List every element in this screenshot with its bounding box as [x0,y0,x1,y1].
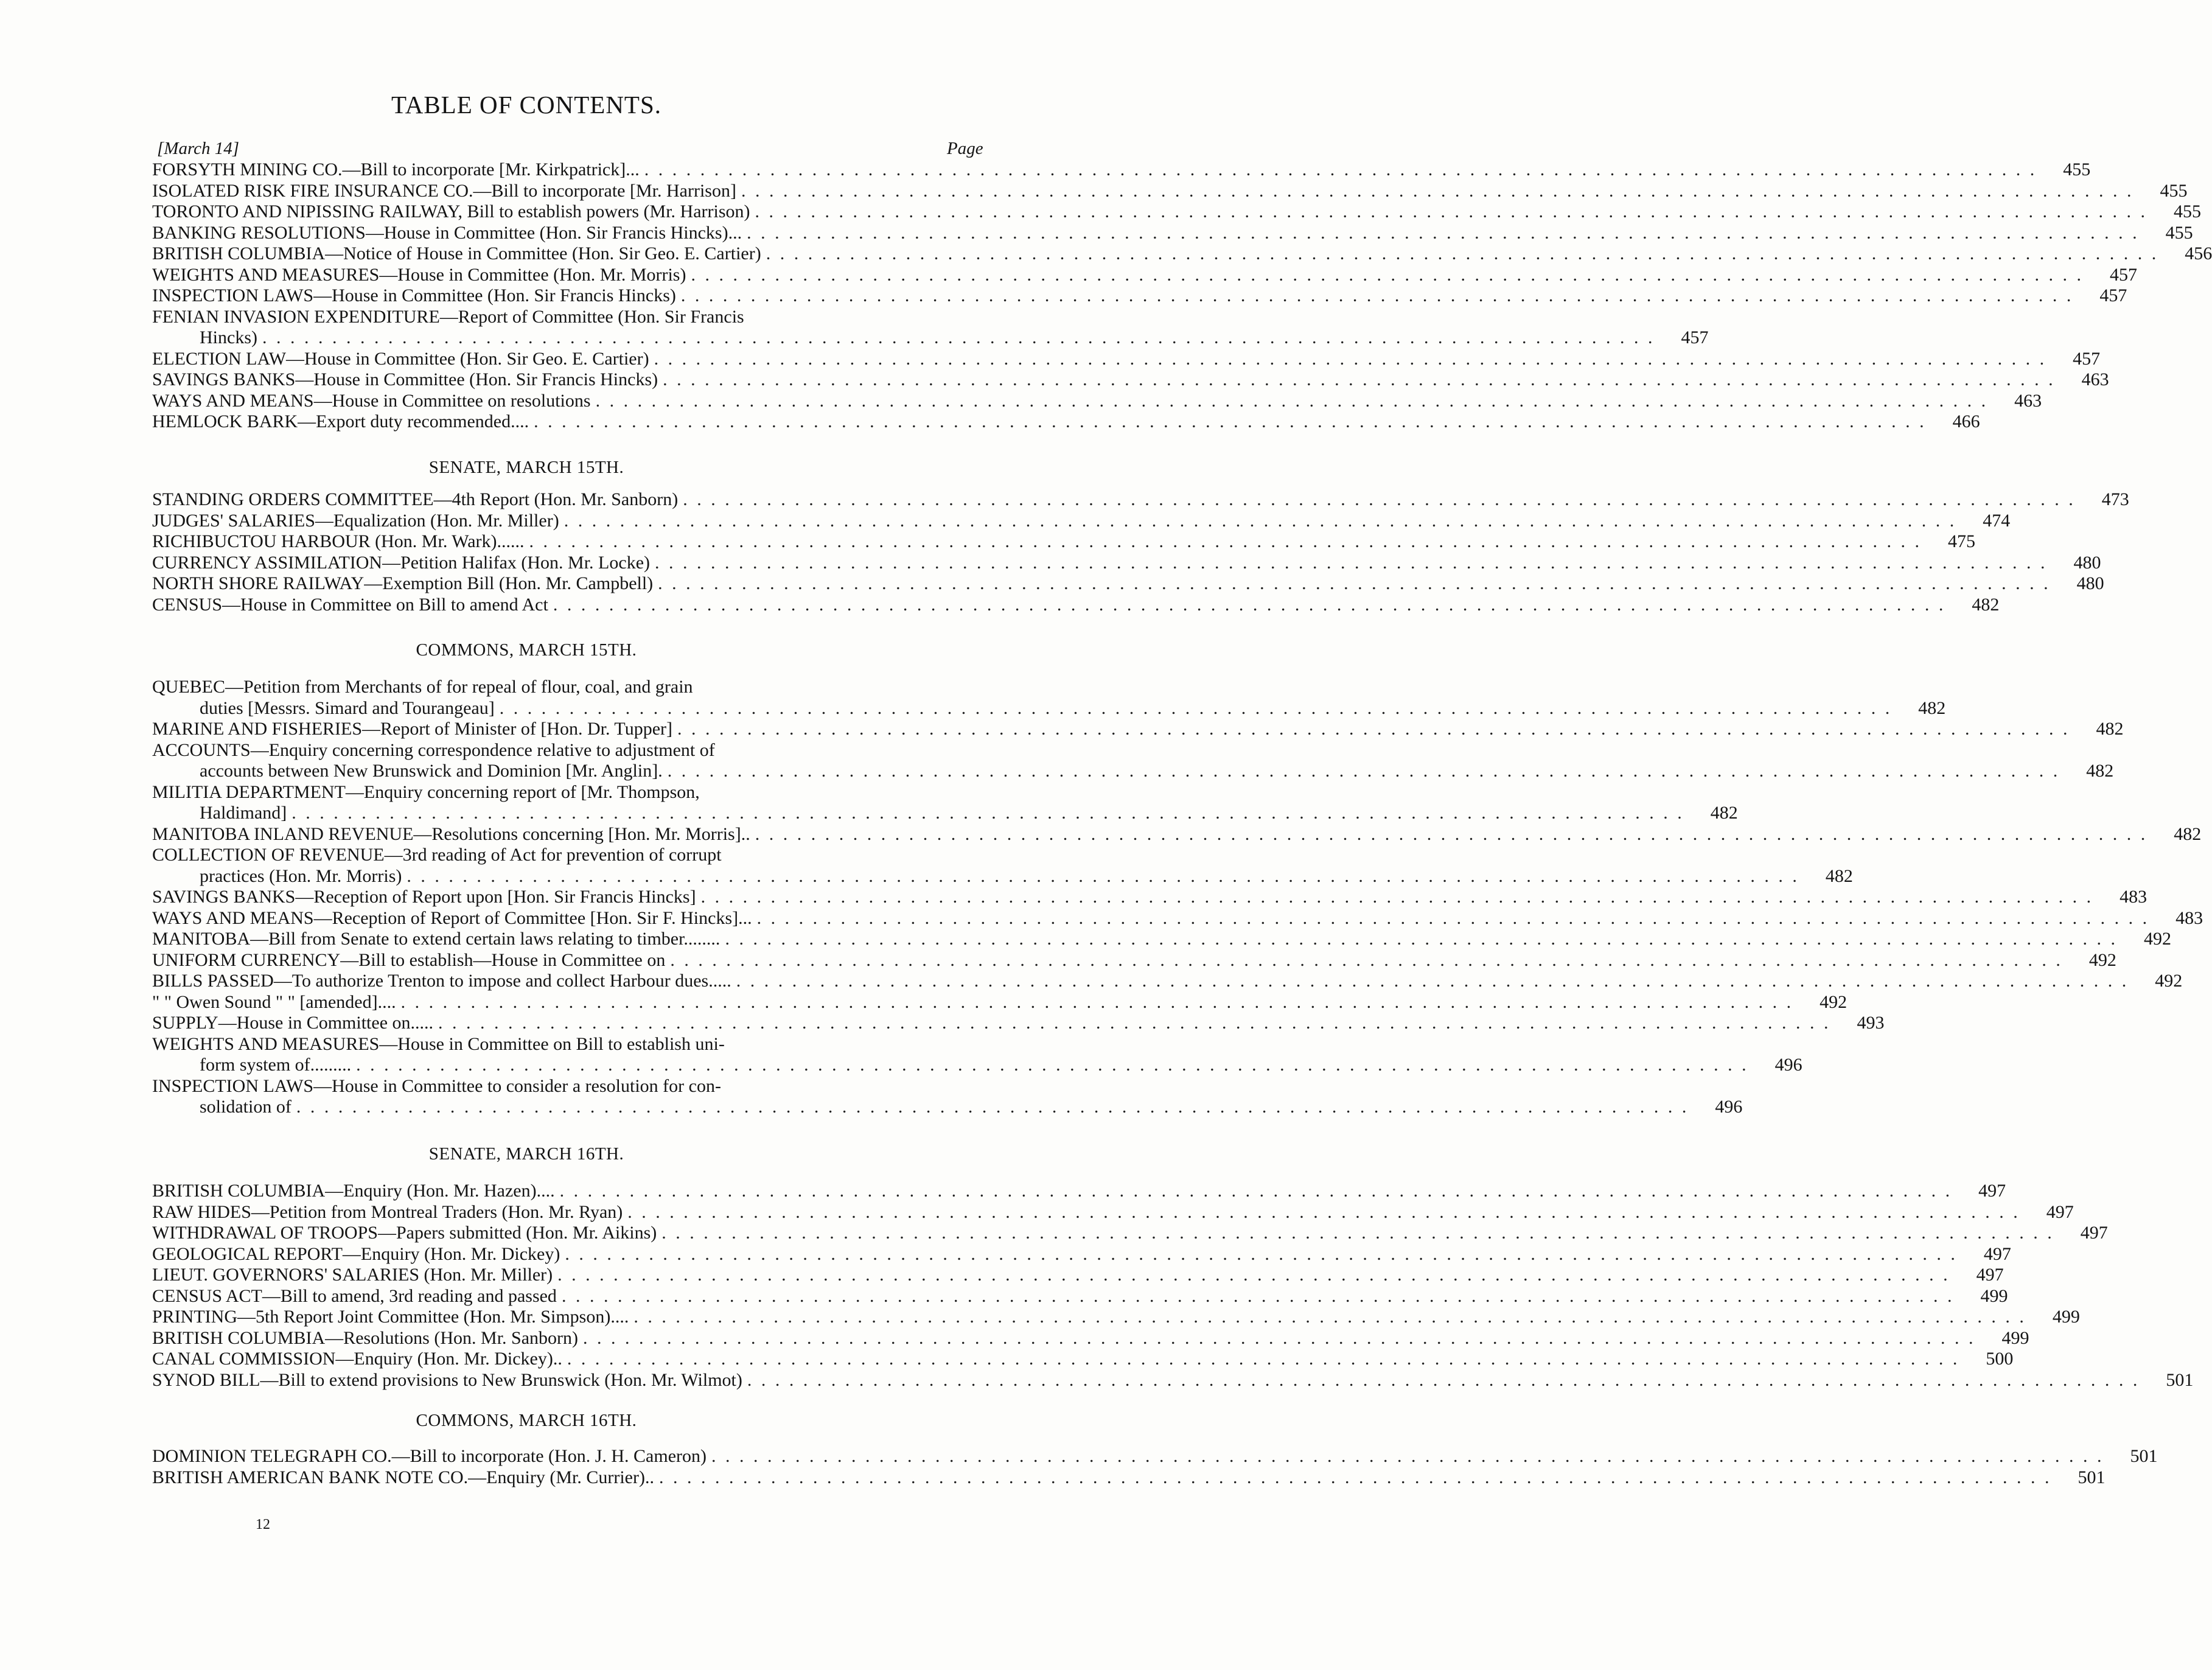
leader-dots [668,761,2060,781]
entry-page-number: 457 [2073,348,2101,369]
leader-dots [691,265,2084,285]
contents-entry [152,552,2101,573]
entry-text: INSPECTION LAWS—House in Committee (Hon. Sir Francis Hincks) [152,285,676,306]
entry-text: HEMLOCK BARK—Export duty recommended.... [152,411,529,431]
contents-entry [152,1467,2106,1488]
entry-text: WAYS AND MEANS—Reception of Report of Committee [Hon. Sir F. Hincks]... [152,907,752,928]
leader-dots [701,887,2094,907]
leader-dots [711,1446,2104,1467]
leader-dots [681,285,2074,306]
leader-dots [725,929,2118,949]
leader-dots [766,243,2159,264]
entry-text: BILLS PASSED—To authorize Trenton to impose and collect Harbour dues..... [152,971,731,991]
contents-entry [152,761,2114,781]
contents-entry [152,697,1946,719]
entry-text: FORSYTH MINING CO.—Bill to incorporate [Mr. Kirkpatrick]... [152,159,640,180]
leader-dots [747,1370,2140,1391]
page-column-heading: Page [947,139,983,158]
leader-dots [670,950,2063,971]
page-title: TABLE OF CONTENTS. [391,91,662,119]
entry-continuation: solidation of [200,1097,291,1117]
entry-text: UNIFORM CURRENCY—Bill to establish—House in Committee on [152,949,666,970]
leader-dots [565,1244,1958,1265]
leader-dots [661,1223,2054,1243]
leader-dots [401,992,1794,1013]
contents-entry [152,1265,2004,1285]
entry-text: WEIGHTS AND MEASURES—House in Committee (Hon. Mr. Morris) [152,264,686,285]
leader-dots [663,369,2056,390]
leader-dots [438,1013,1831,1033]
entry-page-number: 492 [2155,971,2183,991]
leader-dots [644,159,2037,180]
leader-dots [683,489,2076,510]
entry-text: NORTH SHORE RAILWAY—Exemption Bill (Hon. Mr. Campbell) [152,573,654,593]
entry-text: FENIAN INVASION EXPENDITURE—Report of Committee (Hon. Sir Francis [152,306,744,327]
leader-dots [757,908,2150,929]
contents-entry [152,369,2109,390]
entry-page-number: 501 [2130,1446,2158,1466]
entry-text: DOMINION TELEGRAPH CO.—Bill to incorporate (Hon. J. H. Cameron) [152,1446,707,1466]
leader-dots [627,1202,2020,1223]
entry-page-number: 455 [2063,159,2091,180]
contents-entry [152,573,2104,594]
contents-entry [152,510,2011,531]
entry-text: RAW HIDES—Petition from Montreal Traders (Hon. Mr. Ryan) [152,1201,623,1222]
entry-text: CENSUS—House in Committee on Bill to amend Act [152,594,548,615]
contents-entry [152,907,2203,929]
entry-page-number: 457 [2099,285,2127,306]
entry-page-number: 463 [2014,390,2042,411]
leader-dots [583,1328,1976,1349]
leader-dots [747,223,2140,243]
entry-page-number: 455 [2160,180,2188,201]
entry-page-number: 499 [1980,1285,2008,1306]
entry-text: MILITIA DEPARTMENT—Enquiry concerning report of [Mr. Thompson, [152,781,700,802]
contents-entry-first-line [152,1034,993,1055]
contents-entry [152,1181,2006,1201]
leader-dots [654,349,2047,369]
entry-page-number: 480 [2076,573,2104,593]
contents-entry-first-line [152,677,993,697]
entry-page-number: 497 [2046,1201,2074,1222]
entry-page-number: 493 [1857,1013,1885,1033]
leader-dots [755,824,2148,845]
contents-entry [152,719,2124,739]
entry-continuation: form system of......... [200,1055,352,1075]
contents-entry [152,411,1980,432]
entry-text: SAVINGS BANKS—Reception of Report upon [Hon. Sir Francis Hincks] [152,887,696,907]
entry-page-number: 482 [2096,719,2124,739]
date-note: [March 14] [157,139,240,158]
entry-page-number: 473 [2101,489,2129,509]
entry-page-number: 483 [2120,887,2147,907]
leader-dots [560,1181,1953,1201]
entry-text: STANDING ORDERS COMMITTEE—4th Report (Hon. Mr. Sanborn) [152,489,679,509]
entry-page-number: 475 [1947,531,1975,551]
entry-text: JUDGES' SALARIES—Equalization (Hon. Mr. Miller) [152,510,559,531]
entry-page-number: 474 [1983,510,2011,531]
contents-entry-first-line [152,740,993,761]
entry-page-number: 483 [2175,907,2203,928]
entry-text: ISOLATED RISK FIRE INSURANCE CO.—Bill to incorporate [Mr. Harrison] [152,180,736,201]
entry-text: CANAL COMMISSION—Enquiry (Hon. Mr. Dickey).. [152,1349,562,1369]
leader-dots [567,1349,1960,1369]
contents-entry [152,803,1738,823]
contents-entry [152,159,2091,180]
entry-text: BRITISH COLUMBIA—Notice of House in Committee (Hon. Sir Geo. E. Cartier) [152,243,761,264]
entry-text: PRINTING—5th Report Joint Committee (Hon. Mr. Simpson).... [152,1307,629,1327]
entry-page-number: 501 [2078,1467,2106,1487]
entry-text: MANITOBA—Bill from Senate to extend certain laws relating to timber........ [152,929,720,949]
leader-dots [534,411,1927,432]
contents-entry [152,531,1975,552]
leader-dots [633,1307,2026,1327]
entry-page-number: 482 [2086,761,2114,781]
contents-entry [152,1307,2080,1327]
contents-entry [152,1285,2008,1307]
entry-text: MARINE AND FISHERIES—Report of Minister of [Hon. Dr. Tupper] [152,719,672,739]
entry-page-number: 457 [2109,264,2137,285]
leader-dots [356,1055,1749,1075]
contents-entry [152,594,2000,615]
entry-text: " " Owen Sound " " [amended].... [152,991,396,1012]
leader-dots [596,391,1989,411]
entry-continuation: duties [Messrs. Simard and Tourangeau] [200,697,495,718]
entry-continuation: practices (Hon. Mr. Morris) [200,865,402,886]
leader-dots [655,553,2048,573]
entry-page-number: 496 [1715,1097,1743,1117]
leader-dots [296,1097,1689,1117]
entry-text: BANKING RESOLUTIONS—House in Committee (Hon. Sir Francis Hincks)... [152,222,742,243]
leader-dots [553,595,1946,615]
contents-entry [152,1446,2158,1467]
contents-entry [152,1243,2011,1265]
leader-dots [736,971,2129,991]
leader-dots [741,181,2134,201]
section-heading: SENATE, MARCH 15TH. [428,458,624,477]
leader-dots [564,511,1957,531]
entry-text: CURRENCY ASSIMILATION—Petition Halifax (Hon. Mr. Locke) [152,552,650,573]
entry-page-number: 482 [1972,594,2000,615]
section-heading: COMMONS, MARCH 15TH. [416,640,637,660]
entry-continuation: accounts between New Brunswick and Dominion [Mr. Anglin]. [200,761,663,781]
entry-page-number: 455 [2174,201,2201,222]
entry-page-number: 482 [1825,865,1853,886]
contents-entry [152,264,2137,285]
entry-page-number: 497 [1983,1243,2011,1264]
contents-entry [152,1327,2029,1349]
entry-page-number: 496 [1774,1055,1802,1075]
contents-entry [152,1013,1885,1033]
entry-page-number: 492 [1819,991,1847,1012]
leader-dots [529,531,1922,552]
entry-page-number: 499 [2052,1307,2080,1327]
entry-page-number: 456 [2185,243,2212,264]
contents-entry [152,1201,2074,1223]
entry-text: SAVINGS BANKS—House in Committee (Hon. Sir Francis Hincks) [152,369,658,390]
entry-text: SYNOD BILL—Bill to extend provisions to New Brunswick (Hon. Mr. Wilmot) [152,1369,742,1390]
entry-text: GEOLOGICAL REPORT—Enquiry (Hon. Mr. Dickey) [152,1243,560,1264]
entry-page-number: 492 [2143,929,2171,949]
section-heading: COMMONS, MARCH 16TH. [416,1411,637,1430]
entry-text: QUEBEC—Petition from Merchants of for repeal of flour, coal, and grain [152,677,693,697]
entry-text: RICHIBUCTOU HARBOUR (Hon. Mr. Wark)...... [152,531,525,551]
entry-text: BRITISH COLUMBIA—Resolutions (Hon. Mr. Sanborn) [152,1327,579,1348]
contents-entry [152,243,2212,264]
contents-entry-first-line [152,782,993,803]
entry-page-number: 492 [2088,949,2116,970]
leader-dots [500,698,1893,719]
contents-entry [152,390,2042,411]
page-folio: 12 [256,1517,270,1532]
leader-dots [406,866,1799,887]
leader-dots [262,327,1655,348]
entry-page-number: 480 [2073,552,2101,573]
leader-dots [677,719,2070,739]
section-heading: SENATE, MARCH 16TH. [428,1144,624,1164]
entry-text: LIEUT. GOVERNORS' SALARIES (Hon. Mr. Miller) [152,1265,553,1285]
contents-entry [152,1349,2014,1369]
contents-entry [152,823,2202,845]
contents-entry [152,929,2171,949]
entry-text: BRITISH COLUMBIA—Enquiry (Hon. Mr. Hazen).... [152,1181,555,1201]
entry-page-number: 501 [2166,1369,2194,1390]
contents-entry [152,327,1709,348]
entry-text: BRITISH AMERICAN BANK NOTE CO.—Enquiry (Mr. Currier).. [152,1467,654,1487]
leader-dots [557,1265,1950,1285]
entry-text: CENSUS ACT—Bill to amend, 3rd reading and passed [152,1285,557,1306]
leader-dots [562,1286,1955,1307]
entry-page-number: 463 [2081,369,2109,390]
contents-entry [152,887,2147,907]
contents-entry [152,1097,1743,1117]
contents-entry [152,285,2127,306]
contents-entry-first-line [152,1076,993,1097]
entry-text: WEIGHTS AND MEASURES—House in Committee on Bill to establish uni- [152,1033,725,1054]
entry-text: SUPPLY—House in Committee on..... [152,1013,434,1033]
entry-page-number: 497 [1978,1181,2006,1201]
contents-entry [152,1369,2194,1391]
leader-dots [659,1467,2052,1488]
contents-entry [152,489,2129,510]
entry-text: TORONTO AND NIPISSING RAILWAY, Bill to establish powers (Mr. Harrison) [152,201,750,222]
contents-entry [152,222,2193,243]
contents-entry [152,180,2188,201]
entry-page-number: 500 [1986,1349,2014,1369]
leader-dots [291,803,1684,823]
entry-page-number: 482 [1918,697,1946,718]
contents-entry [152,1223,2108,1243]
entry-page-number: 455 [2165,222,2193,243]
entry-text: INSPECTION LAWS—House in Committee to consider a resolution for con- [152,1075,721,1096]
entry-page-number: 497 [1976,1265,2004,1285]
entry-page-number: 499 [2001,1327,2029,1348]
contents-entry-first-line [152,845,993,865]
contents-entry-first-line [152,307,993,327]
contents-entry [152,348,2101,369]
entry-page-number: 482 [1710,803,1738,823]
entry-text: ELECTION LAW—House in Committee (Hon. Sir Geo. E. Cartier) [152,348,649,369]
entry-text: WITHDRAWAL OF TROOPS—Papers submitted (Hon. Mr. Aikins) [152,1223,657,1243]
entry-page-number: 497 [2080,1223,2108,1243]
contents-entry [152,971,2183,991]
entry-continuation: Haldimand] [200,803,287,823]
entry-continuation: Hincks) [200,327,257,348]
entry-page-number: 457 [1681,327,1709,348]
contents-entry [152,991,1847,1013]
entry-page-number: 482 [2174,823,2202,844]
leader-dots [755,201,2148,222]
entry-page-number: 466 [1952,411,1980,431]
entry-text: MANITOBA INLAND REVENUE—Resolutions concerning [Hon. Mr. Morris].. [152,823,750,844]
entry-text: WAYS AND MEANS—House in Committee on resolutions [152,390,591,411]
contents-entry [152,201,2201,222]
contents-entry [152,949,2116,971]
entry-text: ACCOUNTS—Enquiry concerning correspondence relative to adjustment of [152,739,715,760]
contents-entry [152,1055,1802,1075]
contents-entry [152,865,1853,887]
entry-text: COLLECTION OF REVENUE—3rd reading of Act for prevention of corrupt [152,845,722,865]
leader-dots [658,573,2051,594]
